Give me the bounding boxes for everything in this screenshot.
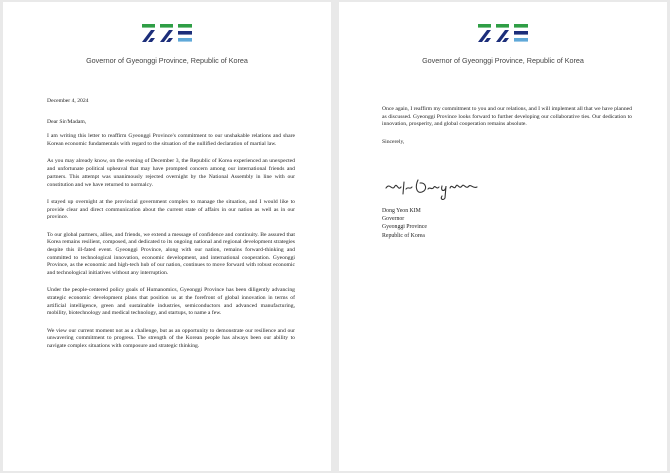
letter-page-1 — [3, 2, 331, 471]
letter-body-continued — [382, 106, 632, 156]
body-paragraph: As you may already know, on the evening of December 3, the Republic of Korea experienced an unexpected and unfortunate political upheaval that may have prompted concern among our international friends and partners. This attempt was unanimously rejected overnight by the National Assembly in line with our constitution and we have returned to normalcy. — [47, 158, 295, 188]
letter-date: December 4, 2024 — [47, 98, 89, 104]
body-paragraph: I am writing this letter to reaffirm Gyeonggi Province's commitment to our unshakable relations and share Korean economic fundamentals with regard to the situation of the nullified declaration of martial law. — [47, 133, 295, 148]
body-paragraph: I stayed up overnight at the provincial government complex to manage the situation, and I would like to provide clear and direct communication about the current state of affairs in our nation as well as in our province. — [47, 198, 295, 221]
closing: Sincerely, — [382, 138, 405, 145]
signature-icon — [382, 174, 482, 202]
body-paragraph: We view our current moment not as a challenge, but as an opportunity to demonstrate our resilience and our unwavering commitment to progress. The strength of the Korean people has always been our ability to navigate complex situations with composure and strategic thinking. — [47, 327, 295, 350]
gyeonggi-logo-icon — [140, 23, 194, 43]
body-paragraph: To our global partners, allies, and friends, we extend a message of confidence and continuity. Be assured that Korea remains resilient, composed, and dedicated to its ongoing national and regional development strategies despite this ill-fated event. Gyeonggi Province, along with our nation, remains forward-thinking and committed to technological innovation, economic development, and international cooperation. Gyeonggi Province, as the economic and high-tech hub of our nation, continues to move forward with robust economic and technological initiatives without any interruption. — [47, 231, 295, 277]
letterhead-title: Governor of Gyeonggi Province, Republic of Korea — [86, 56, 248, 65]
signer-title: Governor — [382, 216, 405, 223]
body-paragraph: Under the people-centered policy goals of Humanomics, Gyeonggi Province has been diligently advancing strategic economic development plans that position us at the forefront of global innovation in terms of artificial intelligence, green and sustainable industries, semiconductors and advanced manufacturing, mobility, biotechnology and medical technology, and startups, to name a few. — [47, 287, 295, 317]
signer-org: Gyeonggi Province — [382, 224, 427, 231]
letterhead-title: Governor of Gyeonggi Province, Republic of Korea — [422, 56, 584, 65]
signer-name: Dong Yeon KIM — [382, 208, 421, 214]
body-paragraph: Once again, I reaffirm my commitment to you and our relations, and I will implement all that we have planned as discussed. Gyeonggi Province looks forward to further developing our collaborative ties. Our dedication to innovation, prosperity, and global cooperation remains absolute. — [382, 106, 632, 128]
salutation: Dear Sir/Madam, — [47, 118, 87, 125]
signer-country: Republic of Korea — [382, 232, 425, 239]
signer-block — [382, 207, 427, 240]
letter-body — [47, 98, 295, 360]
gyeonggi-logo-icon — [476, 23, 530, 43]
letter-page-2 — [339, 2, 667, 471]
